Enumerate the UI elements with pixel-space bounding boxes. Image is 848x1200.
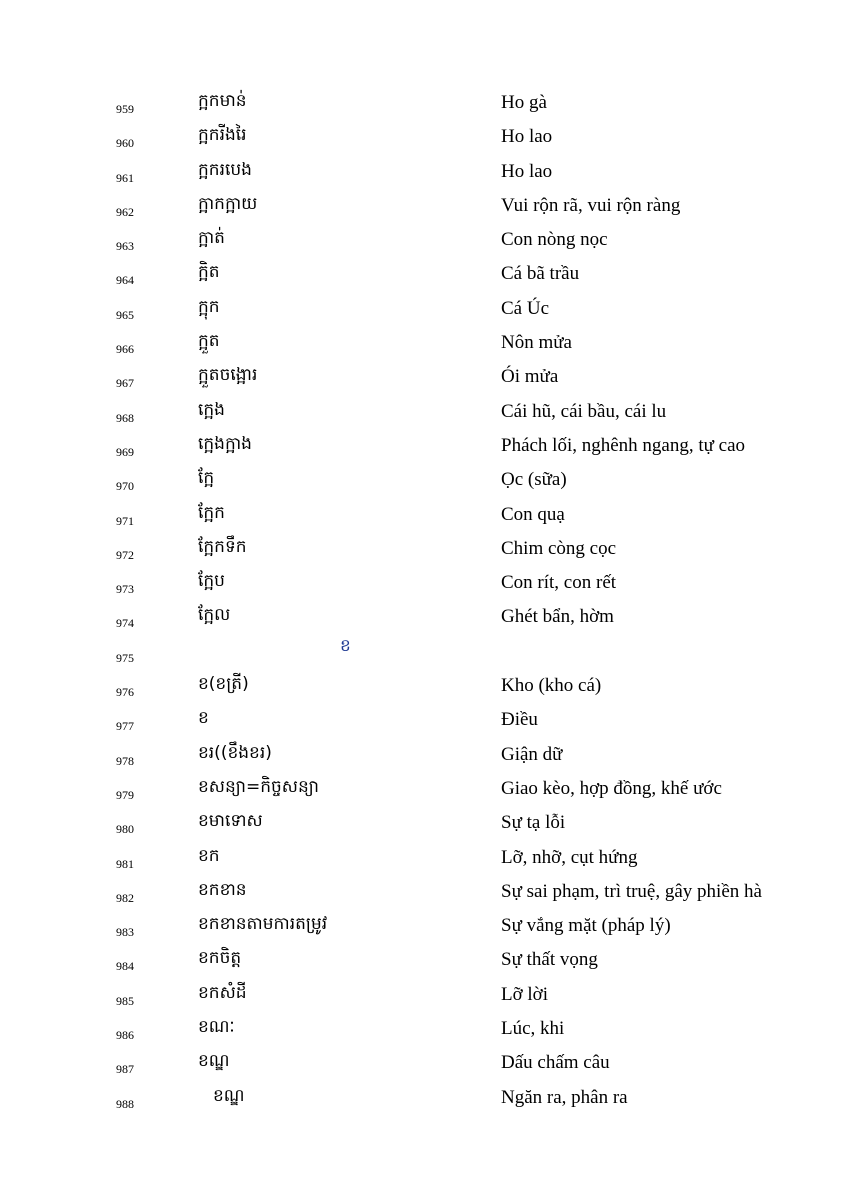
vietnamese-translation: Ói mửa (501, 366, 559, 388)
vietnamese-translation: Ho lao (501, 160, 553, 182)
vietnamese-translation: Ho lao (501, 126, 553, 148)
vietnamese-translation: Sự sai phạm, trì truệ, gây phiền hà (501, 880, 762, 902)
entry-number: 971 (116, 513, 134, 528)
entry-number: 977 (116, 719, 134, 734)
vietnamese-translation: Giận dữ (501, 743, 563, 765)
entry-row (0, 431, 848, 465)
vietnamese-translation: Ọc (sữa) (501, 469, 567, 491)
khmer-term: ក្អិត (198, 262, 220, 283)
vietnamese-translation: Nôn mửa (501, 332, 572, 354)
entry-number: 963 (116, 239, 134, 254)
entry-number: 962 (116, 204, 134, 219)
entry-number: 983 (116, 925, 134, 940)
vietnamese-translation: Lỡ, nhỡ, cụt hứng (501, 846, 638, 868)
vietnamese-translation: Sự thất vọng (501, 949, 598, 971)
entry-row (0, 328, 848, 362)
khmer-term: ក្អែក (198, 502, 225, 523)
khmer-term: ខកខាន (198, 879, 247, 900)
entry-row (0, 740, 848, 774)
khmer-term: ខណៈ (198, 1017, 235, 1038)
entry-number: 978 (116, 753, 134, 768)
entry-number: 960 (116, 136, 134, 151)
entry-row (0, 191, 848, 225)
khmer-term: ខកខានតាមការតម្រូវ (198, 914, 328, 935)
khmer-term: ខណ្ឌ (213, 1085, 245, 1106)
entry-row (0, 259, 848, 293)
vietnamese-translation: Vui rộn rã, vui rộn ràng (501, 194, 681, 216)
entry-row (0, 157, 848, 191)
entry-number: 970 (116, 479, 134, 494)
entry-row (0, 362, 848, 396)
entry-number: 972 (116, 547, 134, 562)
entry-number: 986 (116, 1028, 134, 1043)
khmer-term: ក្អួត (198, 331, 220, 352)
entry-number: 968 (116, 410, 134, 425)
vietnamese-translation: Ngăn ra, phân ra (501, 1086, 628, 1108)
vietnamese-translation: Chim còng cọc (501, 537, 617, 559)
entry-number: 984 (116, 959, 134, 974)
vietnamese-translation: Ho gà (501, 92, 547, 113)
entry-number: 961 (116, 170, 134, 185)
entry-number: 985 (116, 993, 134, 1008)
khmer-term: ខ(ខត្រី) (198, 674, 249, 695)
entry-number: 979 (116, 787, 134, 802)
khmer-term: ខសន្យា=កិច្ចសន្យា (198, 776, 319, 797)
entry-list (0, 88, 848, 1117)
entry-row (0, 1014, 848, 1048)
entry-number: 987 (116, 1062, 134, 1077)
entry-row (0, 534, 848, 568)
entry-number: 973 (116, 582, 134, 597)
entry-number: 974 (116, 616, 134, 631)
entry-row (0, 225, 848, 259)
entry-number: 982 (116, 890, 134, 905)
khmer-term: ក្អែ (198, 468, 215, 489)
khmer-term: ក្អករីងរៃ (198, 125, 247, 146)
entry-number: 969 (116, 444, 134, 459)
khmer-term: ខណ្ឌ (198, 1051, 230, 1072)
vietnamese-translation: Điều (501, 709, 538, 731)
entry-number: 965 (116, 307, 134, 322)
khmer-term: ក្អេងក្អាង (198, 433, 252, 454)
khmer-term: ខក (198, 845, 220, 866)
vietnamese-translation: Con rít, con rết (501, 572, 617, 594)
khmer-term: ក្អួតចង្អោរ (198, 365, 258, 386)
entry-row (0, 808, 848, 842)
vietnamese-translation: Phách lối, nghênh ngang, tự cao (501, 434, 746, 456)
entry-row (0, 568, 848, 602)
entry-number: 981 (116, 856, 134, 871)
entry-row (0, 294, 848, 328)
khmer-term: ខ (198, 708, 209, 729)
vietnamese-translation: Sự tạ lỗi (501, 812, 566, 834)
vietnamese-translation: Dấu chấm câu (501, 1052, 610, 1074)
entry-row (0, 843, 848, 877)
vietnamese-translation: Con quạ (501, 503, 565, 525)
entry-number: 967 (116, 376, 134, 391)
khmer-term: ក្អាត់ (198, 228, 225, 249)
entry-row (0, 88, 848, 122)
vietnamese-translation: Lỡ lời (501, 983, 549, 1005)
khmer-term: ក្អែកទឹក (198, 536, 247, 557)
entry-row (0, 877, 848, 911)
khmer-term: ខកចិត្ត (198, 948, 242, 969)
vietnamese-translation: Sự vắng mặt (pháp lý) (501, 915, 671, 937)
khmer-term: ក្អេង (198, 399, 225, 420)
khmer-term: ក្អករបេង (198, 159, 252, 180)
khmer-term: ខមាទោស (198, 811, 263, 832)
entry-row (0, 911, 848, 945)
vietnamese-translation: Con nòng nọc (501, 229, 608, 251)
entry-row (0, 465, 848, 499)
vietnamese-translation: Kho (kho cá) (501, 675, 602, 697)
entry-number: 980 (116, 822, 134, 837)
entry-row (0, 637, 848, 671)
entry-row (0, 774, 848, 808)
entry-row (0, 1083, 848, 1117)
vietnamese-translation: Cá Úc (501, 297, 550, 319)
entry-number: 975 (116, 650, 134, 665)
entry-number: 959 (116, 102, 134, 116)
entry-row (0, 671, 848, 705)
khmer-term: ខរ((ខឹងខរ) (198, 742, 272, 763)
entry-number: 976 (116, 685, 134, 700)
khmer-term: ក្អាកក្អាយ (198, 193, 258, 214)
entry-row (0, 705, 848, 739)
entry-row (0, 1048, 848, 1082)
entry-row (0, 980, 848, 1014)
vietnamese-translation: Lúc, khi (501, 1018, 565, 1040)
entry-number: 966 (116, 342, 134, 357)
entry-row (0, 500, 848, 534)
entry-row (0, 602, 848, 636)
entry-number: 988 (116, 1096, 134, 1111)
khmer-term: ក្អុក (198, 296, 220, 317)
vietnamese-translation: Cái hũ, cái bầu, cái lu (501, 400, 667, 422)
entry-row (0, 945, 848, 979)
vietnamese-translation: Giao kèo, hợp đồng, khế ước (501, 777, 722, 799)
entry-number: 964 (116, 273, 134, 288)
entry-row (0, 397, 848, 431)
vietnamese-translation: Cá bã trầu (501, 263, 580, 285)
khmer-term: ក្អកមាន់ (198, 91, 247, 111)
khmer-term: ក្អែប (198, 571, 225, 592)
khmer-term: ខកសំដី (198, 982, 247, 1003)
khmer-term: ក្អែល (198, 605, 231, 626)
entry-row (0, 122, 848, 156)
section-letter-heading: ខ (340, 635, 351, 656)
vietnamese-translation: Ghét bẩn, hờm (501, 606, 614, 628)
